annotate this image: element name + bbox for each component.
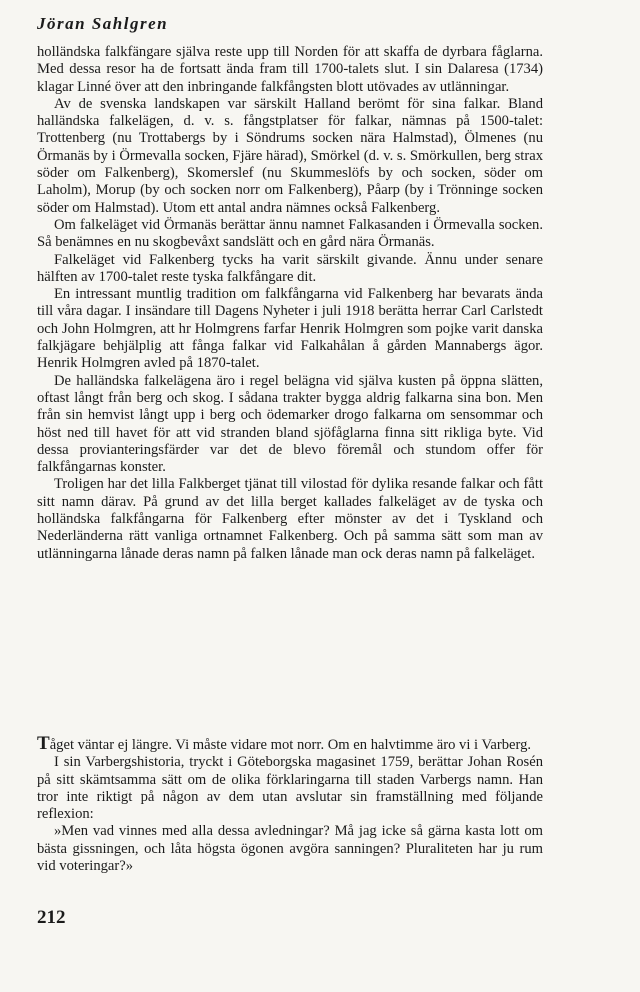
paragraph: Om falkeläget vid Örmanäs berättar ännu namnet Falkasanden i Örmevalla socken. Så benämnes en nu skogbevåxt sandslätt och en gård nära Örmanäs. bbox=[37, 216, 543, 251]
paragraph: Av de svenska landskapen var särskilt Halland berömt för sina falkar. Bland halländska falkelägen, d. v. s. fångstplatser för falkar, nämnas på 1500-talet: Trottenberg (nu Trottabergs by i Söndrums socken nära Halmstad), Ölmenes (nu Örmanäs by i Örmevalla socken, Fjäre härad), Smörkel (d. v. s. Smörkullen, berg strax söder om Falkenberg), Skomerslef (nu Skummeslöfs by och socken, söder om Laholm), Morup (by och socken norr om Falkenberg), Påarp (by i Trönninge socken söder om Halmstad). Utom ett antal andra nämnes också Falkenberg. bbox=[37, 95, 543, 216]
paragraph-first-text: åget väntar ej längre. Vi måste vidare mot norr. Om en halvtimme äro vi i Varberg. bbox=[49, 737, 532, 753]
running-header: Jöran Sahlgren bbox=[37, 14, 169, 33]
drop-cap: T bbox=[37, 733, 50, 754]
paragraph-quote: »Men vad vinnes med alla dessa avledningar? Må jag icke så gärna kasta lott om bästa gissningen, och låta högsta ögonen avgöra sanningen? Pluraliteten har ju rum vid voteringar?» bbox=[37, 823, 543, 875]
paragraph: I sin Varbergshistoria, tryckt i Göteborgska magasinet 1759, berättar Johan Rosén på sitt skämtsamma sätt om de olika förklaringarna till staden Varbergs namn. Han tror inte riktigt på någon av dem utan avslutar sin framställning med följande reflexion: bbox=[37, 754, 543, 823]
paragraph: De halländska falkelägena äro i regel belägna vid själva kusten på öppna slätten, oftast långt från berg och skog. I sådana trakter bygga aldrig falkarna sina bon. Men från sin hemvist långt upp i berg och ödemarker drogo falkarna om sensommar och höst ned till havet för att vid stranden bland sjöfåglarna finna sitt rikliga byte. Vid dessa provianteringsfärder var det de blevo föremål och stundom offer för falkfångarnas konster. bbox=[37, 372, 543, 476]
section-varberg bbox=[37, 735, 543, 875]
paragraph: holländska falkfängare själva reste upp till Norden för att skaffa de dyrbara fåglarna. Med dessa resor ha de fortsatt ända fram till 1700-talets slut. I sin Dalaresa (1734) klagar Linné över att den inbringande falkfångsten blott utövades av utlänningar. bbox=[37, 44, 543, 95]
section-falkfangst bbox=[37, 44, 543, 563]
paragraph: Falkeläget vid Falkenberg tycks ha varit särskilt givande. Ännu under senare hälften av 1700-talet reste tyska falkfångare dit. bbox=[37, 251, 543, 285]
page-number: 212 bbox=[37, 907, 66, 928]
paragraph: En intressant muntlig tradition om falkfångarna vid Falkenberg har bevarats ända till våra dagar. I insändare till Dagens Nyheter i juli 1918 berätta herrar Carl Carlstedt och John Holmgren, att hr Holmgrens farfar Henrik Holmgren som pojke varit danska falkjägare behjälplig att fånga falkar vid Falkahålan å gården Mannabergs ägor. Henrik Holmgren avled på 1870-talet. bbox=[37, 286, 543, 372]
paragraph: Troligen har det lilla Falkberget tjänat till vilostad för dylika resande falkar och fått sitt namn därav. På grund av det lilla berget kallades falkeläget av de tyska och holländska falkfångarna för Falkenberg efter mönster av det i Tyskland och Nederländerna rätt vanliga ortnamnet Falkenberg. Och på samma sätt som man av utlänningarna lånade deras namn på falken lånade man ock deras namn på falkeläget. bbox=[37, 476, 543, 562]
paragraph-first bbox=[37, 735, 543, 754]
